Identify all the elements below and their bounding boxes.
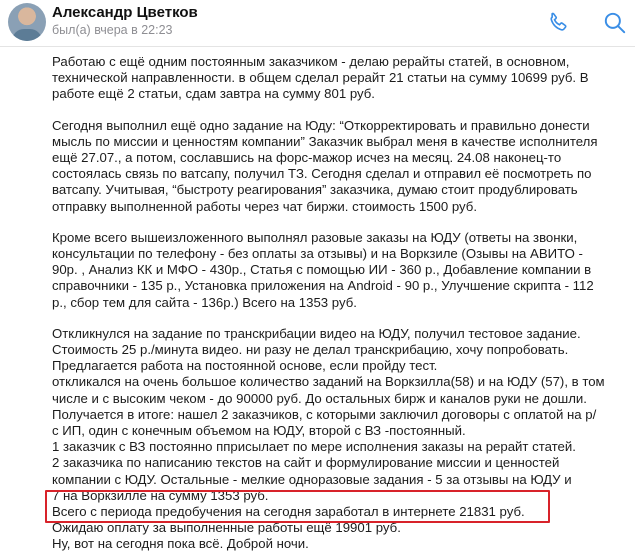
text-line: Кроме всего вышеизложенного выполнял разовые заказы на ЮДУ (ответы на звонки, xyxy=(52,229,578,245)
text-line: с ИП, один с конечным объемом на ЮДУ, второй с ВЗ -постоянный. xyxy=(52,423,466,439)
text-line: консультации по телефону - без оплаты за отзывы) и на Воркзиле (Озывы на АВИТО - xyxy=(52,246,583,262)
text-line: отправку выполненной работы через чат биржи. стоимость 1500 руб. xyxy=(52,198,478,214)
text-line: р., сбор тем для сайта - 136р.) Всего на 1353 руб. xyxy=(52,294,357,310)
text-line: 90р. , Анализ КК и МФО - 430р., Статья с помощью ИИ - 360 р., Добавление компании в xyxy=(52,262,592,278)
text-line: справочники - 135 р., Установка приложения на Android - 90 р., Улучшение скрипта - 112 xyxy=(52,278,594,294)
message-paragraph xyxy=(52,230,612,311)
text-line: работе ещё 2 статьи, сдам завтра на сумму 801 руб. xyxy=(52,86,375,102)
phone-icon[interactable] xyxy=(545,10,571,36)
text-line: Работаю с ещё одним постоянным заказчиком - делаю рерайты статей, в основном, xyxy=(52,54,570,69)
text-line: 7 на Воркзилле на сумму 1353 руб. xyxy=(52,487,269,503)
text-line: ещё 27.07., а потом, сославшись на форс-мажор исчез на месяц. 24.08 наконец-то xyxy=(52,150,562,166)
search-icon[interactable] xyxy=(602,10,628,36)
text-line: Предлагается работа на постоянной основе, если пройду тест. xyxy=(52,358,438,374)
text-line: откликался на очень большое количество заданий на Воркзилла(58) и на ЮДУ (57), в том xyxy=(52,374,605,390)
text-line: технической направленности. в общем сделал рерайт 21 статьи на сумму 10699 руб. В xyxy=(52,70,589,86)
text-line: Получается в итоге: нашел 2 заказчиков, с которыми заключил договоры с оплатой на р/ xyxy=(52,406,597,422)
text-line: ватсапу. Учитывая, “быстроту реагирования” заказчика, думаю стоит продублировать xyxy=(52,182,578,198)
avatar[interactable] xyxy=(8,3,46,41)
text-line: Стоимость 25 р./минута видео. ни разу не делал транскрибацию, хочу попробовать. xyxy=(52,342,569,358)
message-text xyxy=(52,54,612,553)
text-line: Сегодня выполнил ещё одно задание на Юду: “Откорректировать и правильно донести xyxy=(52,117,590,133)
text-line: компании с ЮДУ. Остальные - мелкие одноразовые задания - 5 за отзывы на ЮДУ и xyxy=(52,471,572,487)
text-line: 2 заказчика по написанию текстов на сайт и формулирование миссии и ценностей xyxy=(52,455,560,471)
last-seen-status: был(а) вчера в 22:23 xyxy=(52,23,173,37)
highlighted-line: Всего с периода предобучения на сегодня заработал в интернете 21831 руб. xyxy=(52,504,525,520)
text-line: мысль по миссии и ценностям компании” Заказчик выбрал меня в качестве исполнителя xyxy=(52,133,598,149)
contact-name[interactable]: Александр Цветков xyxy=(52,4,198,21)
text-line: числе и с высоким чеком - до 90000 руб. До остальных бирж и каналов руки не дошли. xyxy=(52,390,587,406)
chat-header xyxy=(0,0,635,47)
text-line: Откликнулся на задание по транскрибации видео на ЮДУ, получил тестовое задание. xyxy=(52,325,581,341)
highlight-box xyxy=(45,490,550,523)
highlighted-line: Ожидаю оплату за выполненные работы ещё 19901 руб. xyxy=(52,520,401,536)
message-paragraph xyxy=(52,54,612,103)
text-line: состоялась связь по ватсапу, получил ТЗ. Сегодня сделал и отправил её посмотреть по xyxy=(52,166,592,182)
text-line: 1 заказчик с ВЗ постоянно пприсылает по мере исполнения заказы на рерайт статей. xyxy=(52,439,576,455)
message-paragraph xyxy=(52,118,612,215)
text-line: Ну, вот на сегодня пока всё. Доброй ночи. xyxy=(52,536,309,552)
